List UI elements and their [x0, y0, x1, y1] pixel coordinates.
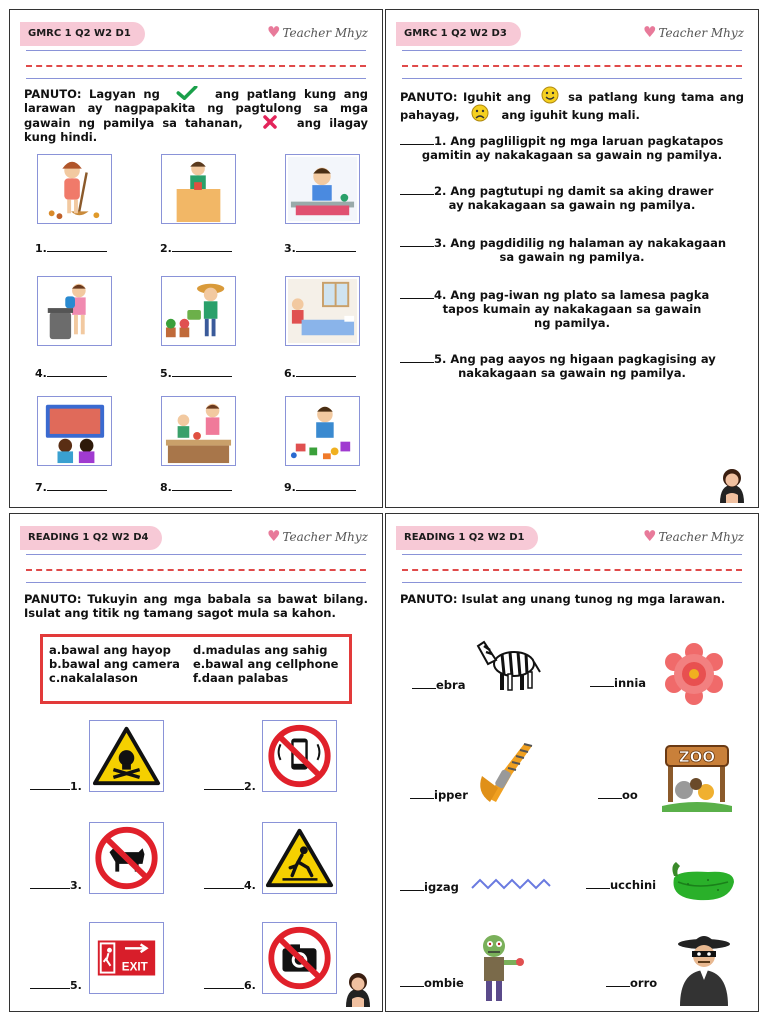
instructions: PANUTO: Isulat ang unang tunog ng mga larawan. [400, 592, 726, 606]
answer-blank-8[interactable]: 8. [160, 481, 232, 494]
zoo-sign-text: ZOO [678, 748, 716, 766]
zigzag-picture [470, 876, 552, 892]
zipper-picture [472, 742, 542, 812]
statement-1: 1. Ang pagliligpit ng mga laruan pagkatapos gamitin ay nakakagaan sa gawain ng pamilya. [400, 134, 744, 162]
zorro-picture [674, 932, 734, 1006]
word-zombie[interactable]: ombie [400, 976, 464, 990]
sign-slippery-floor [262, 822, 337, 894]
choices-right: d.madulas ang sahig e.bawal ang cellphone f.daan palabas [193, 643, 339, 685]
sign-poison [89, 720, 164, 792]
teacher-photo [712, 463, 752, 503]
choices-left: a.bawal ang hayop b.bawal ang camera c.nakalalason [49, 643, 180, 685]
word-zoo[interactable]: oo [598, 788, 638, 802]
check-icon [175, 86, 199, 100]
answer-blank-7[interactable]: 7. [35, 481, 107, 494]
brand-logo: ♥ Teacher Mhyz [267, 23, 368, 41]
answer-blank[interactable] [400, 237, 434, 247]
worksheet-gmrc-d3 [385, 9, 759, 508]
statement-5: 5. Ang pag aayos ng higaan pagkagising ay nakakagaan sa gawain ng pamilya. [400, 352, 744, 380]
worksheet-tab: READING 1 Q2 W2 D1 [396, 526, 538, 550]
picture-trash [37, 276, 112, 346]
picture-sweeping [37, 154, 112, 224]
picture-watering-plants [161, 276, 236, 346]
instructions: PANUTO: Tukuyin ang mga babala sa bawat bilang. Isulat ang titik ng tamang sagot mula sa kahon. [24, 592, 368, 620]
sign-no-animals [89, 822, 164, 894]
sign-exit [89, 922, 164, 994]
heart-icon: ♥ [267, 527, 281, 545]
word-zorro[interactable]: orro [606, 976, 657, 990]
smiley-sad-icon [471, 104, 489, 122]
zebra-picture [474, 632, 542, 694]
sign-no-cellphone [262, 720, 337, 792]
answer-blank-1[interactable]: 1. [30, 780, 82, 793]
exit-sign-text: EXIT [121, 960, 148, 974]
answer-blank-3[interactable]: 3. [30, 879, 82, 892]
answer-blank-9[interactable]: 9. [284, 481, 356, 494]
word-zigzag[interactable]: igzag [400, 880, 459, 894]
answer-blank[interactable] [400, 135, 434, 145]
answer-blank-4[interactable]: 4. [35, 367, 107, 380]
brand-logo: ♥ Teacher Mhyz [643, 23, 744, 41]
worksheet-reading-d4 [9, 513, 383, 1012]
answer-blank-1[interactable]: 1. [35, 242, 107, 255]
instructions: PANUTO: Lagyan ng ang patlang kung ang larawan ay nagpapakita ng pagtulong sa mga gawain ng pamilya sa tahanan, ang ilagay kung hindi. [24, 87, 368, 144]
brand-logo: ♥ Teacher Mhyz [267, 527, 368, 545]
worksheet-tab: GMRC 1 Q2 W2 D1 [20, 22, 145, 46]
worksheet-reading-d1 [385, 513, 759, 1012]
answer-blank-2[interactable]: 2. [204, 780, 256, 793]
answer-blank-6[interactable]: 6. [284, 367, 356, 380]
word-zucchini[interactable]: ucchini [586, 878, 656, 892]
worksheet-gmrc-d1 [9, 9, 383, 508]
answer-blank[interactable] [400, 185, 434, 195]
answer-blank-6[interactable]: 6. [204, 979, 256, 992]
choices-box [40, 634, 352, 704]
answer-blank-5[interactable]: 5. [160, 367, 232, 380]
instructions: PANUTO: Iguhit ang sa patlang kung tama ang pahayag, ang iguhit kung mali. [400, 86, 744, 122]
answer-blank-5[interactable]: 5. [30, 979, 82, 992]
zucchini-picture [668, 858, 738, 906]
heart-icon: ♥ [267, 23, 281, 41]
answer-blank-4[interactable]: 4. [204, 879, 256, 892]
statement-3: 3. Ang pagdidilig ng halaman ay nakakagaan sa gawain ng pamilya. [400, 236, 744, 264]
answer-blank-3[interactable]: 3. [284, 242, 356, 255]
zinnia-picture [662, 642, 726, 706]
worksheet-tab: GMRC 1 Q2 W2 D3 [396, 22, 521, 46]
word-zinnia[interactable]: innia [590, 676, 646, 690]
brand-logo: ♥ Teacher Mhyz [643, 527, 744, 545]
picture-kitchen [161, 154, 236, 224]
answer-blank[interactable] [400, 289, 434, 299]
statement-2: 2. Ang pagtutupi ng damit sa aking drawer ay nakakagaan sa gawain ng pamilya. [400, 184, 744, 212]
picture-watching-tv [37, 396, 112, 466]
teacher-photo [338, 967, 378, 1007]
worksheet-tab: READING 1 Q2 W2 D4 [20, 526, 162, 550]
smiley-happy-icon [541, 86, 559, 104]
word-zebra[interactable]: ebra [412, 678, 465, 692]
heart-icon: ♥ [643, 23, 657, 41]
answer-blank-2[interactable]: 2. [160, 242, 232, 255]
word-zipper[interactable]: ipper [410, 788, 468, 802]
picture-messy-toys [285, 396, 360, 466]
zoo-picture [662, 740, 732, 812]
zombie-picture [470, 932, 526, 1004]
heart-icon: ♥ [643, 527, 657, 545]
picture-washing-dishes [285, 154, 360, 224]
picture-bed [285, 276, 360, 346]
answer-blank[interactable] [400, 353, 434, 363]
picture-cooking [161, 396, 236, 466]
sign-no-camera [262, 922, 337, 994]
cross-icon [263, 115, 277, 129]
statement-4: 4. Ang pag-iwan ng plato sa lamesa pagka tapos kumain ay nakakagaan sa gawain ng pamilya. [400, 288, 744, 330]
